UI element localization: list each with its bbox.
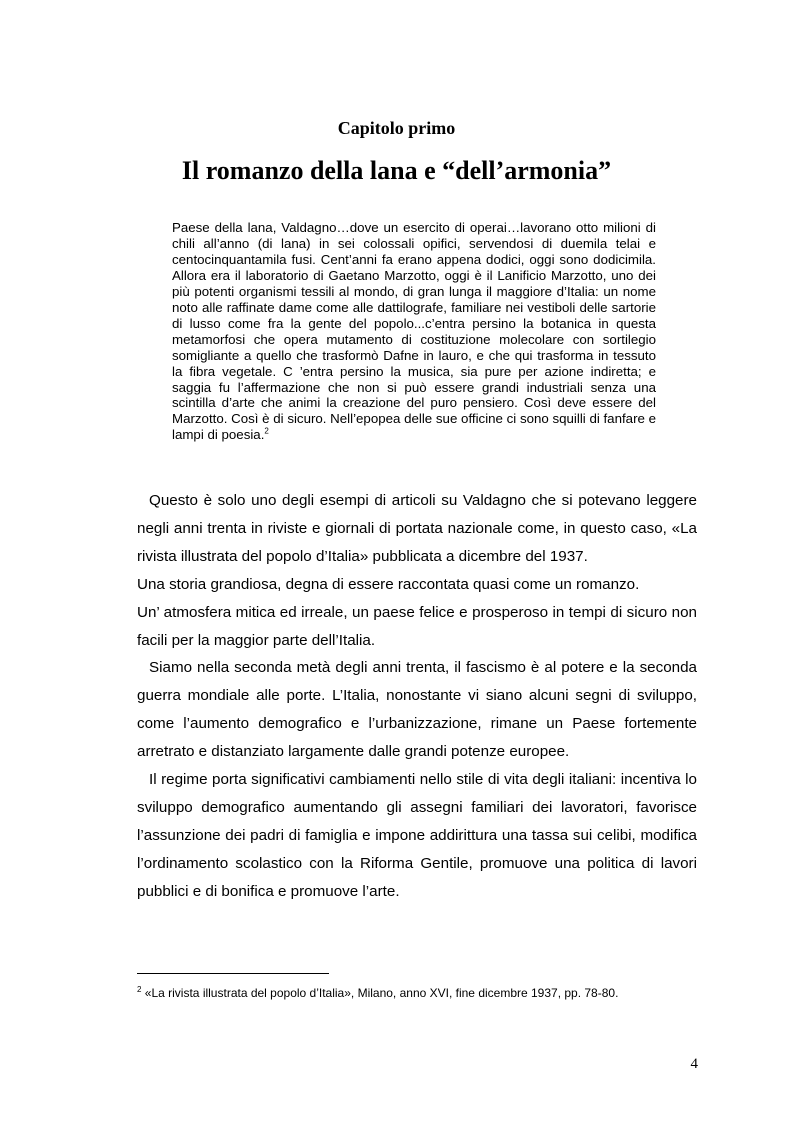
footnote — [137, 982, 697, 1001]
footnote-reference[interactable]: 2 — [264, 426, 269, 436]
footnote-separator — [137, 973, 329, 974]
block-quote — [172, 220, 656, 443]
chapter-label: Capitolo primo — [337, 118, 456, 138]
chapter-title: Il romanzo della lana e “dell’armonia” — [181, 156, 612, 185]
footnote-text: «La rivista illustrata del popolo d’Italia», Milano, anno XVI, fine dicembre 1937, pp. 78-80. — [141, 986, 619, 1000]
paragraph: Il regime porta significativi cambiamenti nello stile di vita degli italiani: incentiva lo sviluppo demografico aumentando gli assegni familiari dei lavoratori, favorisce l’assunzione dei padri di famiglia e impone addirittura una tassa sui celibi, modifica l’ordinamento scolastico con la Riforma Gentile, promuove una politica di lavori pubblici e di bonifica e promuove l’arte. — [137, 771, 697, 900]
paragraph: Una storia grandiosa, degna di essere raccontata quasi come un romanzo. — [137, 575, 640, 593]
page-number: 4 — [690, 1056, 698, 1072]
paragraph: Un’ atmosfera mitica ed irreale, un paese felice e prosperoso in tempi di sicuro non facili per la maggior parte dell’Italia. — [137, 603, 697, 649]
paragraph: Siamo nella seconda metà degli anni trenta, il fascismo è al potere e la seconda guerra mondiale alle porte. L’Italia, nonostante vi siano alcuni segni di sviluppo, come l’aumento demografico e l’urbanizzazione, rimane un Paese fortemente arretrato e distanziato largamente dalle grandi potenze europee. — [137, 659, 697, 761]
body-text — [137, 487, 697, 906]
quote-text: Paese della lana, Valdagno…dove un esercito di operai…lavorano otto milioni di chili all’anno (di lana) in sei colossali opifici, servendosi di duemila telai e centocinquantamila fusi. Cent’anni fa erano appena dodici, oggi sono dodicimila. Allora era il laboratorio di Gaetano Marzotto, oggi è il Lanificio Marzotto, uno dei più potenti organismi tessili al mondo, di gran lunga il maggiore d’Italia: un nome noto alle raffinate dame come alle dattilografe, familiare nei vestiboli delle sartorie di lusso come fra la gente del popolo...c’entra persino la botanica in questa metamorfosi che opera mutamento di costituzione molecolare con sortilegio somigliante a quello che trasformò Dafne in lauro, e che qui trasforma in tessuto la fibra vegetale. C ’entra persino la musica, sia pure per azione indiretta; e saggia fu l’affermazione che non si può essere grandi industriali senza una scintilla d’arte che animi la creazione del puro pensiero. Così deve essere del Marzotto. Così è di sicuro. Nell’epopea delle sue officine ci sono squilli di fanfare e lampi di poesia. — [172, 220, 656, 443]
paragraph: Questo è solo uno degli esempi di articoli su Valdagno che si potevano leggere negli anni trenta in riviste e giornali di portata nazionale come, in questo caso, «La rivista illustrata del popolo d’Italia» pubblicata a dicembre del 1937. — [137, 492, 697, 565]
footnote-number: 2 — [137, 985, 142, 994]
